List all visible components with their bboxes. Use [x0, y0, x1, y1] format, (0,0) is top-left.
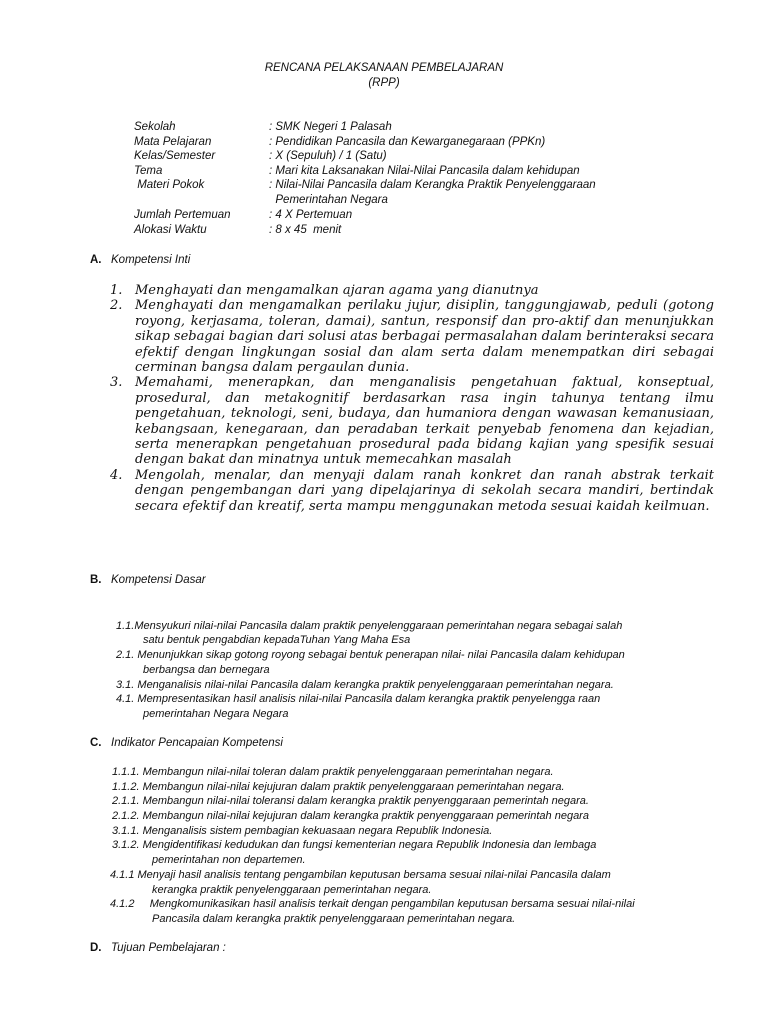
- section-d-title: Tujuan Pembelajaran :: [111, 942, 226, 954]
- identity-label: Materi Pokok: [134, 179, 205, 191]
- identity-value: : 4 X Pertemuan: [269, 209, 353, 221]
- identity-value: : X (Sepuluh) / 1 (Satu): [269, 150, 387, 162]
- list-item: [110, 468, 714, 514]
- indikator-item-line: kerangka praktik penyelenggaraan pemerintahan negara.: [152, 884, 432, 896]
- indikator-item-line: 4.1.2 Mengkomunikasikan hasil analisis terkait dengan pengambilan keputusan bersama sesuai nilai-nilai: [110, 898, 635, 910]
- identity-label: Jumlah Pertemuan: [134, 209, 231, 221]
- indikator-item-line: 4.1.1 Menyaji hasil analisis tentang pengambilan keputusan bersama sesuai nilai-nilai Pancasila dalam: [110, 869, 611, 881]
- indikator-item-line: 1.1.2. Membangun nilai-nilai kejujuran dalam praktik penyelenggaraan pemerintahan negara.: [112, 781, 565, 793]
- kd-item-line: 2.1. Menunjukkan sikap gotong royong sebagai bentuk penerapan nilai- nilai Pancasila dalam kehidupan: [116, 649, 625, 661]
- section-c-title: Indikator Pencapaian Kompetensi: [111, 737, 283, 749]
- list-item-text: Menghayati dan mengamalkan perilaku jujur, disiplin, tanggungjawab, peduli (gotong royong, kerjasama, toleran, damai), santun, responsif dan pro-aktif dan menunjukkan sikap sebagai bagian dari solusi atas berbagai permasalahan dalam berinteraksi secara efektif dengan lingkungan sosial dan alam serta dalam menempatkan diri sebagai cerminan bangsa dalam pergaulan dunia.: [135, 298, 714, 376]
- indikator-item-line: Pancasila dalam kerangka praktik penyelenggaraan pemerintahan negara.: [152, 913, 516, 925]
- kd-item-line: satu bentuk pengabdian kepadaTuhan Yang Maha Esa: [143, 634, 411, 646]
- kd-item-line: pemerintahan Negara Negara: [143, 708, 289, 720]
- identity-value: : Nilai-Nilai Pancasila dalam Kerangka Praktik Penyelenggaraan: [269, 179, 596, 191]
- identity-value: : 8 x 45 menit: [269, 224, 342, 236]
- kd-item-line: 4.1. Mempresentasikan hasil analisis nilai-nilai Pancasila dalam kerangka praktik penyelengga raan: [116, 693, 601, 705]
- kd-item-line: 3.1. Menganalisis nilai-nilai Pancasila dalam kerangka praktik penyelenggaraan pemerintahan negara.: [116, 679, 614, 691]
- indikator-item-line: 1.1.1. Membangun nilai-nilai toleran dalam praktik penyelenggaraan pemerintahan negara.: [112, 766, 554, 778]
- section-a-letter: A.: [90, 254, 102, 266]
- list-item-text: Memahami, menerapkan, dan menganalisis pengetahuan faktual, konseptual, prosedural, dan metakognitif berdasarkan rasa ingin tahunya tentang ilmu pengetahuan, teknologi, seni, budaya, dan humaniora dengan wawasan kemanusiaan, kebangsaan, kenegaraan, dan peradaban terkait penyebab fenomena dan kejadian, serta menerapkan pengetahuan prosedural pada bidang kajian yang spesifik sesuai dengan bakat dan minatnya untuk memecahkan masalah: [135, 375, 714, 468]
- identity-value: : SMK Negeri 1 Palasah: [269, 121, 392, 133]
- indikator-item-line: pemerintahan non departemen.: [152, 854, 306, 866]
- identity-label: Mata Pelajaran: [134, 136, 212, 148]
- indikator-item-line: 3.1.2. Mengidentifikasi kedudukan dan fungsi kementerian negara Republik Indonesia dan lembaga: [112, 839, 597, 851]
- list-item-number: 3.: [110, 375, 123, 391]
- kd-item-line: 1.1.Mensyukuri nilai-nilai Pancasila dalam praktik penyelenggaraan pemerintahan negara sebagai salah: [116, 620, 623, 632]
- section-c-letter: C.: [90, 737, 102, 749]
- indikator-item-line: 2.1.1. Membangun nilai-nilai toleransi dalam kerangka praktik penyenggaraan pemerintah negara.: [112, 795, 589, 807]
- section-b-title: Kompetensi Dasar: [111, 574, 206, 586]
- identity-value: : Mari kita Laksanakan Nilai-Nilai Pancasila dalam kehidupan: [269, 165, 580, 177]
- identity-label: Sekolah: [134, 121, 176, 133]
- section-b-letter: B.: [90, 574, 102, 586]
- list-item-number: 2.: [110, 298, 123, 314]
- list-item-number: 1.: [110, 283, 123, 298]
- identity-value: : Pendidikan Pancasila dan Kewarganegaraan (PPKn): [269, 136, 546, 148]
- section-d-letter: D.: [90, 942, 102, 954]
- list-item: [110, 298, 714, 375]
- list-item: [110, 283, 714, 298]
- list-item-text: Menghayati dan mengamalkan ajaran agama yang dianutnya: [135, 283, 539, 298]
- list-item-text: Mengolah, menalar, dan menyaji dalam ranah konkret dan ranah abstrak terkait dengan pengembangan dari yang dipelajarinya di sekolah secara mandiri, bertindak secara efektif dan kreatif, serta mampu menggunakan metoda sesuai kaidah keilmuan.: [135, 467, 714, 514]
- identity-label: Alokasi Waktu: [134, 224, 207, 236]
- indikator-item-line: 3.1.1. Menganalisis sistem pembagian kekuasaan negara Republik Indonesia.: [112, 825, 493, 837]
- identity-value: Pemerintahan Negara: [269, 194, 388, 206]
- document-subtitle: (RPP): [368, 77, 400, 89]
- identity-label: Kelas/Semester: [134, 150, 216, 162]
- identity-label: Tema: [134, 165, 163, 177]
- indikator-item-line: 2.1.2. Membangun nilai-nilai kejujuran dalam kerangka praktik penyenggaraan pemerintah negara: [112, 810, 589, 822]
- list-item: [110, 375, 714, 467]
- list-item-number: 4.: [110, 467, 123, 483]
- kompetensi-inti-list: [110, 283, 714, 514]
- document-title: RENCANA PELAKSANAAN PEMBELAJARAN: [264, 62, 504, 74]
- section-a-title: Kompetensi Inti: [111, 254, 191, 266]
- kd-item-line: berbangsa dan bernegara: [143, 664, 270, 676]
